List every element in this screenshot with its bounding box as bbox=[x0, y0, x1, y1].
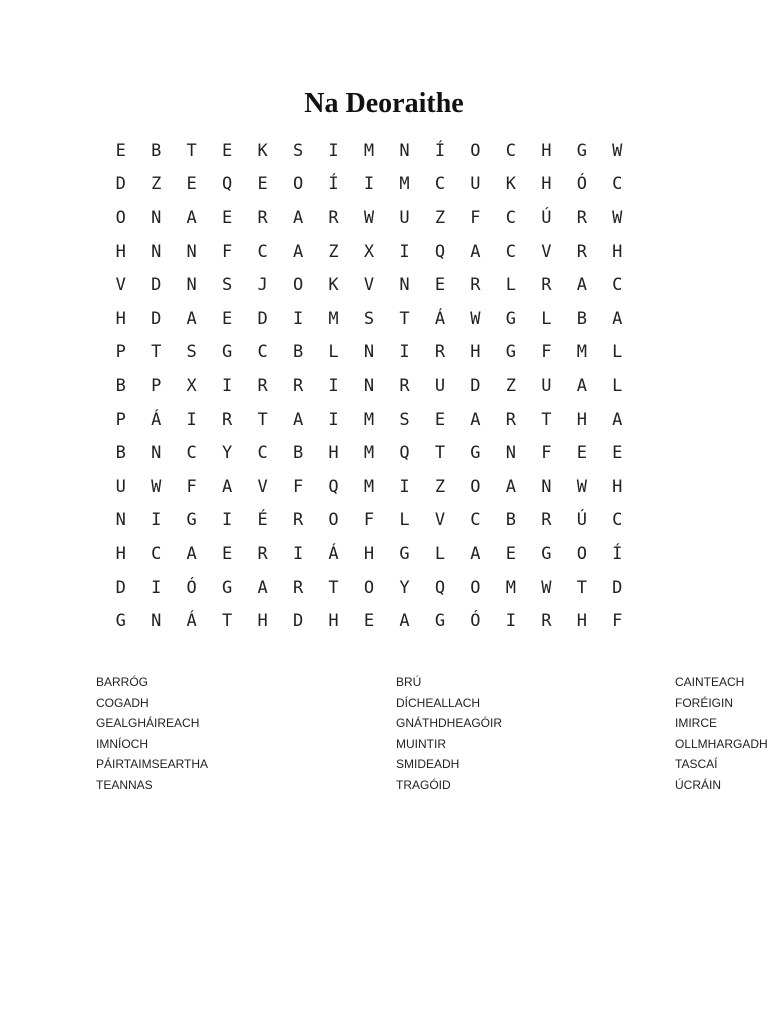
grid-letter: É bbox=[257, 510, 268, 531]
grid-letter: G bbox=[434, 611, 446, 632]
grid-letter: H bbox=[328, 443, 339, 464]
grid-letter: I bbox=[186, 409, 197, 430]
grid-row bbox=[103, 336, 635, 370]
grid-letter: E bbox=[434, 409, 446, 430]
grid-letter: H bbox=[115, 308, 126, 329]
grid-letter: L bbox=[612, 375, 623, 396]
word-list-item: TASCAÍ bbox=[675, 757, 718, 771]
grid-letter: R bbox=[292, 510, 304, 531]
grid-letter: A bbox=[612, 409, 623, 430]
grid-letter: X bbox=[186, 375, 197, 396]
grid-letter: L bbox=[541, 308, 552, 329]
word-list-item: CAINTEACH bbox=[675, 675, 745, 689]
grid-letter: F bbox=[541, 443, 552, 464]
grid-letter: G bbox=[505, 308, 517, 329]
grid-letter: T bbox=[434, 443, 446, 464]
grid-letter: N bbox=[151, 241, 162, 262]
grid-letter: N bbox=[399, 275, 410, 296]
grid-letter: H bbox=[576, 611, 587, 632]
grid-letter: R bbox=[434, 342, 446, 363]
grid-letter: G bbox=[399, 543, 410, 564]
grid-letter: R bbox=[576, 241, 587, 262]
grid-letter: I bbox=[222, 375, 233, 396]
grid-letter: C bbox=[470, 510, 481, 531]
grid-letter: T bbox=[541, 409, 552, 430]
grid-row bbox=[103, 168, 635, 202]
grid-letter: O bbox=[576, 543, 587, 564]
grid-letter: E bbox=[257, 174, 268, 195]
word-list-column-2 bbox=[396, 672, 502, 795]
grid-letter: R bbox=[328, 207, 339, 228]
grid-letter: F bbox=[470, 207, 481, 228]
grid-letter: D bbox=[612, 577, 623, 598]
grid-row bbox=[103, 436, 635, 470]
grid-letter: E bbox=[115, 140, 126, 161]
grid-letter: Y bbox=[399, 577, 410, 598]
grid-letter: B bbox=[576, 308, 587, 329]
grid-letter: T bbox=[222, 611, 233, 632]
grid-letter: E bbox=[222, 140, 233, 161]
grid-letter: Q bbox=[399, 443, 410, 464]
grid-letter: S bbox=[186, 342, 197, 363]
grid-row bbox=[103, 537, 635, 571]
grid-letter: Ó bbox=[576, 174, 587, 195]
grid-letter: Á bbox=[434, 308, 446, 329]
grid-letter: Q bbox=[434, 577, 446, 598]
grid-row bbox=[103, 369, 635, 403]
grid-letter: A bbox=[292, 207, 304, 228]
grid-letter: R bbox=[505, 409, 517, 430]
grid-letter: W bbox=[363, 207, 375, 228]
grid-letter: N bbox=[115, 510, 126, 531]
grid-letter: O bbox=[470, 577, 481, 598]
grid-letter: K bbox=[257, 140, 268, 161]
grid-letter: I bbox=[328, 409, 339, 430]
grid-row bbox=[103, 571, 635, 605]
grid-letter: L bbox=[399, 510, 410, 531]
grid-letter: A bbox=[186, 207, 197, 228]
grid-letter: D bbox=[257, 308, 268, 329]
grid-letter: D bbox=[470, 375, 481, 396]
grid-letter: S bbox=[399, 409, 410, 430]
grid-letter: R bbox=[576, 207, 587, 228]
grid-letter: N bbox=[363, 342, 375, 363]
grid-letter: G bbox=[115, 611, 126, 632]
grid-letter: M bbox=[328, 308, 339, 329]
grid-letter: I bbox=[399, 476, 410, 497]
grid-letter: G bbox=[576, 140, 587, 161]
grid-letter: C bbox=[505, 207, 517, 228]
grid-letter: Z bbox=[434, 207, 446, 228]
grid-letter: O bbox=[328, 510, 339, 531]
grid-letter: A bbox=[576, 275, 587, 296]
grid-letter: I bbox=[328, 375, 339, 396]
grid-letter: H bbox=[541, 140, 552, 161]
grid-letter: F bbox=[363, 510, 375, 531]
grid-letter: N bbox=[505, 443, 517, 464]
grid-letter: X bbox=[363, 241, 375, 262]
grid-letter: M bbox=[576, 342, 587, 363]
grid-letter: R bbox=[541, 510, 552, 531]
grid-letter: V bbox=[434, 510, 446, 531]
grid-letter: T bbox=[151, 342, 162, 363]
grid-letter: E bbox=[576, 443, 587, 464]
grid-letter: B bbox=[115, 443, 126, 464]
grid-letter: U bbox=[434, 375, 446, 396]
grid-letter: Á bbox=[151, 409, 162, 430]
grid-letter: E bbox=[186, 174, 197, 195]
grid-letter: C bbox=[151, 543, 162, 564]
grid-letter: C bbox=[505, 241, 517, 262]
grid-letter: Q bbox=[222, 174, 233, 195]
grid-letter: G bbox=[470, 443, 481, 464]
grid-letter: E bbox=[222, 207, 233, 228]
grid-letter: P bbox=[115, 409, 126, 430]
grid-letter: B bbox=[292, 443, 304, 464]
grid-letter: B bbox=[151, 140, 162, 161]
grid-letter: I bbox=[222, 510, 233, 531]
grid-letter: F bbox=[612, 611, 623, 632]
grid-letter: Z bbox=[151, 174, 162, 195]
grid-letter: R bbox=[541, 275, 552, 296]
grid-letter: R bbox=[399, 375, 410, 396]
grid-letter: I bbox=[399, 342, 410, 363]
grid-letter: M bbox=[363, 409, 375, 430]
grid-letter: K bbox=[505, 174, 517, 195]
page-title: Na Deoraithe bbox=[304, 88, 464, 119]
word-list-item: GNÁTHDHEAGÓIR bbox=[396, 716, 503, 730]
grid-letter: C bbox=[257, 443, 268, 464]
grid-letter: I bbox=[151, 577, 162, 598]
grid-letter: H bbox=[541, 174, 552, 195]
grid-letter: I bbox=[328, 140, 339, 161]
grid-letter: T bbox=[186, 140, 197, 161]
grid-letter: L bbox=[505, 275, 517, 296]
grid-letter: U bbox=[399, 207, 410, 228]
grid-letter: V bbox=[541, 241, 552, 262]
grid-letter: O bbox=[470, 140, 481, 161]
grid-letter: M bbox=[363, 443, 375, 464]
grid-row bbox=[103, 268, 635, 302]
grid-letter: Í bbox=[612, 543, 623, 564]
grid-letter: O bbox=[292, 275, 304, 296]
grid-letter: F bbox=[186, 476, 197, 497]
grid-letter: W bbox=[151, 476, 162, 497]
grid-letter: A bbox=[470, 409, 481, 430]
grid-letter: A bbox=[399, 611, 410, 632]
word-list-item: TEANNAS bbox=[96, 777, 153, 792]
grid-letter: H bbox=[257, 611, 268, 632]
grid-letter: F bbox=[292, 476, 304, 497]
grid-letter: G bbox=[186, 510, 197, 531]
word-list bbox=[0, 672, 768, 802]
grid-letter: I bbox=[292, 543, 304, 564]
grid-letter: Ú bbox=[541, 207, 552, 228]
grid-letter: H bbox=[115, 241, 126, 262]
word-list-item: OLLMHARGADH bbox=[675, 736, 768, 751]
grid-letter: A bbox=[222, 476, 233, 497]
grid-letter: D bbox=[151, 275, 162, 296]
grid-letter: Ú bbox=[576, 510, 587, 531]
grid-letter: A bbox=[612, 308, 623, 329]
grid-letter: E bbox=[222, 543, 233, 564]
word-list-item: IMNÍOCH bbox=[96, 736, 148, 751]
grid-letter: R bbox=[222, 409, 233, 430]
grid-letter: S bbox=[292, 140, 304, 161]
grid-letter: N bbox=[186, 241, 197, 262]
grid-letter: N bbox=[186, 275, 197, 296]
grid-letter: L bbox=[328, 342, 339, 363]
word-list-item: MUINTIR bbox=[396, 736, 446, 751]
grid-letter: T bbox=[257, 409, 268, 430]
grid-letter: E bbox=[363, 611, 375, 632]
word-list-item: BRÚ bbox=[396, 675, 422, 689]
grid-letter: B bbox=[292, 342, 304, 363]
grid-letter: S bbox=[222, 275, 233, 296]
grid-letter: Q bbox=[328, 476, 339, 497]
grid-letter: Z bbox=[434, 476, 446, 497]
grid-row bbox=[103, 235, 635, 269]
grid-letter: Á bbox=[186, 611, 197, 632]
grid-letter: K bbox=[328, 275, 339, 296]
grid-row bbox=[103, 504, 635, 538]
grid-letter: P bbox=[151, 375, 162, 396]
grid-letter: I bbox=[292, 308, 304, 329]
word-list-item: GEALGHÁIREACH bbox=[96, 716, 200, 730]
grid-letter: E bbox=[434, 275, 446, 296]
grid-letter: R bbox=[541, 611, 552, 632]
grid-letter: Í bbox=[328, 174, 339, 195]
grid-letter: R bbox=[470, 275, 481, 296]
grid-letter: H bbox=[612, 476, 623, 497]
grid-letter: R bbox=[292, 375, 304, 396]
grid-letter: I bbox=[363, 174, 375, 195]
grid-letter: S bbox=[363, 308, 375, 329]
word-list-item: PÁIRTAIMSEARTHA bbox=[96, 757, 209, 771]
grid-letter: T bbox=[328, 577, 339, 598]
word-list-item: DÍCHEALLACH bbox=[396, 695, 481, 710]
grid-letter: U bbox=[470, 174, 481, 195]
word-list-item: SMIDEADH bbox=[396, 757, 460, 771]
grid-letter: M bbox=[505, 577, 517, 598]
word-list-item: COGADH bbox=[96, 695, 149, 710]
grid-letter: R bbox=[292, 577, 304, 598]
word-list-item: TRAGÓID bbox=[396, 777, 451, 792]
grid-letter: L bbox=[434, 543, 446, 564]
grid-letter: A bbox=[292, 241, 304, 262]
grid-letter: O bbox=[115, 207, 126, 228]
grid-letter: M bbox=[363, 476, 375, 497]
word-search-grid bbox=[103, 134, 635, 638]
grid-letter: W bbox=[576, 476, 587, 497]
grid-letter: Z bbox=[328, 241, 339, 262]
grid-letter: P bbox=[115, 342, 126, 363]
grid-letter: A bbox=[505, 476, 517, 497]
grid-letter: D bbox=[115, 577, 126, 598]
grid-letter: M bbox=[363, 140, 375, 161]
grid-letter: E bbox=[612, 443, 623, 464]
grid-letter: I bbox=[505, 611, 517, 632]
grid-letter: H bbox=[470, 342, 481, 363]
grid-letter: R bbox=[257, 375, 268, 396]
grid-letter: F bbox=[541, 342, 552, 363]
grid-letter: U bbox=[115, 476, 126, 497]
grid-letter: C bbox=[505, 140, 517, 161]
grid-letter: Y bbox=[222, 443, 233, 464]
grid-letter: V bbox=[363, 275, 375, 296]
grid-letter: O bbox=[363, 577, 375, 598]
word-list-column-1 bbox=[96, 672, 208, 795]
grid-letter: H bbox=[612, 241, 623, 262]
grid-letter: C bbox=[612, 510, 623, 531]
grid-letter: B bbox=[115, 375, 126, 396]
grid-letter: G bbox=[541, 543, 552, 564]
grid-letter: T bbox=[576, 577, 587, 598]
grid-letter: I bbox=[399, 241, 410, 262]
grid-letter: T bbox=[399, 308, 410, 329]
grid-letter: A bbox=[257, 577, 268, 598]
grid-letter: C bbox=[257, 342, 268, 363]
grid-letter: A bbox=[470, 241, 481, 262]
grid-row bbox=[103, 403, 635, 437]
grid-letter: Á bbox=[328, 543, 339, 564]
grid-letter: N bbox=[151, 207, 162, 228]
grid-row bbox=[103, 604, 635, 638]
grid-letter: G bbox=[222, 342, 233, 363]
word-list-item: IMIRCE bbox=[675, 716, 717, 730]
grid-letter: D bbox=[151, 308, 162, 329]
word-list-column-3 bbox=[675, 672, 768, 795]
grid-letter: N bbox=[151, 611, 162, 632]
grid-letter: A bbox=[186, 308, 197, 329]
grid-letter: M bbox=[399, 174, 410, 195]
grid-letter: H bbox=[363, 543, 375, 564]
grid-letter: Q bbox=[434, 241, 446, 262]
grid-letter: N bbox=[363, 375, 375, 396]
grid-letter: Z bbox=[505, 375, 517, 396]
grid-letter: W bbox=[612, 207, 623, 228]
grid-letter: V bbox=[115, 275, 126, 296]
grid-letter: A bbox=[470, 543, 481, 564]
grid-letter: N bbox=[541, 476, 552, 497]
grid-letter: E bbox=[505, 543, 517, 564]
grid-letter: B bbox=[505, 510, 517, 531]
grid-letter: C bbox=[434, 174, 446, 195]
grid-letter: A bbox=[292, 409, 304, 430]
word-list-item: BARRÓG bbox=[96, 675, 149, 689]
grid-letter: J bbox=[257, 275, 268, 296]
grid-letter: N bbox=[151, 443, 162, 464]
grid-row bbox=[103, 302, 635, 336]
grid-letter: C bbox=[612, 275, 623, 296]
grid-letter: O bbox=[292, 174, 304, 195]
grid-letter: E bbox=[222, 308, 233, 329]
grid-letter: R bbox=[257, 207, 268, 228]
grid-letter: N bbox=[399, 140, 410, 161]
grid-row bbox=[103, 201, 635, 235]
grid-letter: W bbox=[612, 140, 623, 161]
grid-letter: A bbox=[576, 375, 587, 396]
grid-letter: R bbox=[257, 543, 268, 564]
grid-letter: D bbox=[115, 174, 126, 195]
grid-letter: I bbox=[151, 510, 162, 531]
grid-letter: C bbox=[186, 443, 197, 464]
grid-letter: H bbox=[115, 543, 126, 564]
grid-letter: O bbox=[470, 476, 481, 497]
grid-row bbox=[103, 470, 635, 504]
grid-letter: Ó bbox=[470, 611, 481, 632]
grid-letter: U bbox=[541, 375, 552, 396]
grid-letter: C bbox=[612, 174, 623, 195]
grid-letter: C bbox=[257, 241, 268, 262]
grid-letter: V bbox=[257, 476, 268, 497]
grid-letter: W bbox=[470, 308, 481, 329]
grid-letter: W bbox=[541, 577, 552, 598]
grid-letter: D bbox=[292, 611, 304, 632]
grid-letter: Ó bbox=[186, 577, 197, 598]
grid-letter: A bbox=[186, 543, 197, 564]
word-list-item: ÚCRÁIN bbox=[675, 777, 722, 792]
grid-letter: H bbox=[328, 611, 339, 632]
grid-row bbox=[103, 134, 635, 168]
grid-letter: G bbox=[222, 577, 233, 598]
word-list-item: FORÉIGIN bbox=[675, 695, 734, 710]
grid-letter: H bbox=[576, 409, 587, 430]
grid-letter: L bbox=[612, 342, 623, 363]
grid-letter: G bbox=[505, 342, 517, 363]
grid-letter: F bbox=[222, 241, 233, 262]
grid-letter: Í bbox=[434, 140, 446, 161]
